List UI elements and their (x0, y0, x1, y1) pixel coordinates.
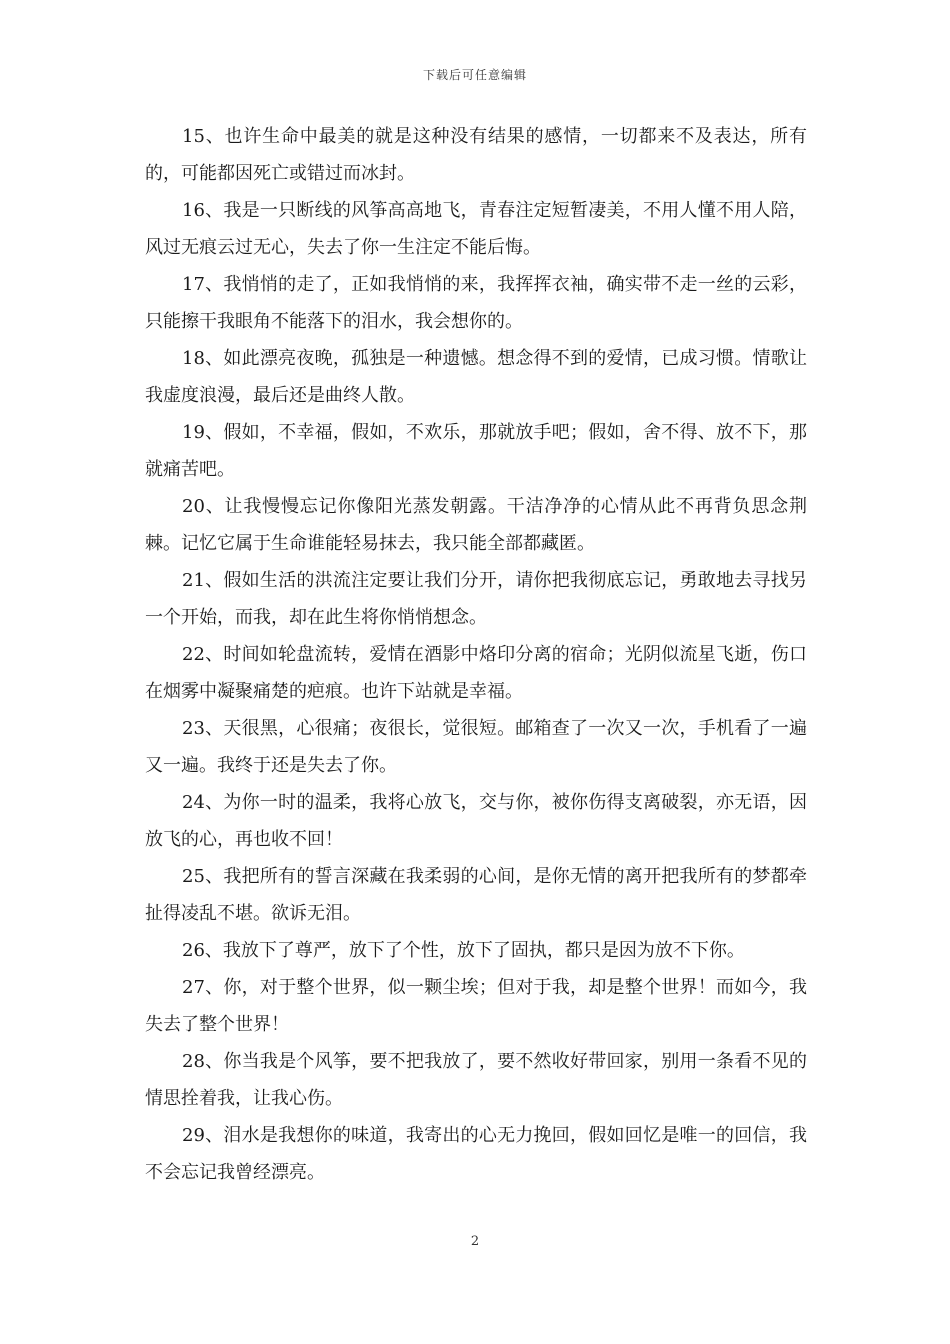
paragraph-23: 23、天很黑，心很痛；夜很长，觉很短。邮箱查了一次又一次，手机看了一遍又一遍。我终于还是失去了你。 (145, 718, 807, 776)
paragraph-28: 28、你当我是个风筝，要不把我放了，要不然收好带回家，别用一条看不见的情思拴着我，让我心伤。 (145, 1051, 807, 1109)
paragraph-26: 26、我放下了尊严，放下了个性，放下了固执，都只是因为放不下你。 (182, 940, 745, 961)
paragraph-22: 22、时间如轮盘流转，爱情在酒影中烙印分离的宿命；光阴似流星飞逝，伤口在烟雾中凝聚痛楚的疤痕。也许下站就是幸福。 (145, 644, 807, 702)
paragraph-25: 25、我把所有的誓言深藏在我柔弱的心间，是你无情的离开把我所有的梦都牵扯得凌乱不堪。欲诉无泪。 (145, 866, 807, 924)
paragraph-16: 16、我是一只断线的风筝高高地飞，青春注定短暂凄美，不用人懂不用人陪，风过无痕云过无心，失去了你一生注定不能后悔。 (145, 200, 807, 258)
document-body (145, 118, 807, 1191)
paragraph-15: 15、也许生命中最美的就是这种没有结果的感情，一切都来不及表达，所有的，可能都因死亡或错过而冰封。 (145, 126, 807, 184)
paragraph-17: 17、我悄悄的走了，正如我悄悄的来，我挥挥衣袖，确实带不走一丝的云彩，只能擦干我眼角不能落下的泪水，我会想你的。 (145, 274, 807, 332)
page-number: 2 (470, 1234, 480, 1249)
paragraph-29: 29、泪水是我想你的味道，我寄出的心无力挽回，假如回忆是唯一的回信，我不会忘记我曾经漂亮。 (145, 1125, 807, 1183)
page-header: 下载后可任意编辑 (422, 68, 527, 82)
paragraph-20: 20、让我慢慢忘记你像阳光蒸发朝露。干洁净净的心情从此不再背负思念荆棘。记忆它属于生命谁能轻易抹去，我只能全部都藏匿。 (145, 496, 807, 554)
paragraph-24: 24、为你一时的温柔，我将心放飞，交与你，被你伤得支离破裂，亦无语，因放飞的心，再也收不回！ (145, 792, 807, 850)
paragraph-18: 18、如此漂亮夜晚，孤独是一种遗憾。想念得不到的爱情，已成习惯。情歌让我虚度浪漫，最后还是曲终人散。 (145, 348, 807, 406)
paragraph-21: 21、假如生活的洪流注定要让我们分开，请你把我彻底忘记，勇敢地去寻找另一个开始，而我，却在此生将你悄悄想念。 (145, 570, 807, 628)
paragraph-19: 19、假如，不幸福，假如，不欢乐，那就放手吧；假如，舍不得、放不下，那就痛苦吧。 (145, 422, 807, 480)
paragraph-27: 27、你，对于整个世界，似一颗尘埃；但对于我，却是整个世界！而如今，我失去了整个世界！ (145, 977, 807, 1035)
